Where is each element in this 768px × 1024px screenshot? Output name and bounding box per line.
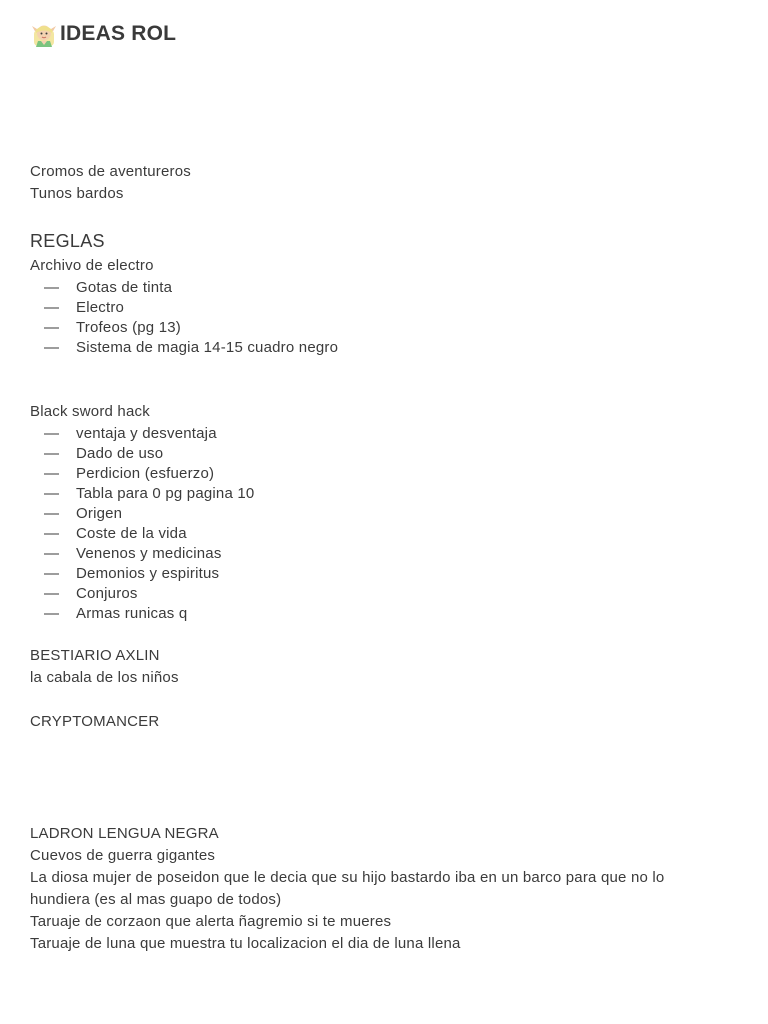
text-line: Cuevos de guerra gigantes bbox=[30, 847, 216, 864]
dash-bullet: — bbox=[44, 319, 60, 336]
text-paragraph: La diosa mujer de poseidon que le decia que su hijo bastardo iba en un barco para que no lo hundiera (es al mas guapo de todos) bbox=[30, 869, 665, 908]
archivo-list bbox=[44, 278, 338, 358]
black-sword-list bbox=[44, 424, 254, 624]
dash-bullet: — bbox=[44, 299, 60, 316]
dash-bullet: — bbox=[44, 605, 60, 622]
list-item: — Electro bbox=[44, 299, 125, 316]
list-item: — Demonios y espiritus bbox=[44, 565, 220, 582]
list-item: — Perdicion (esfuerzo) bbox=[44, 465, 215, 482]
section-heading-reglas: REGLAS bbox=[30, 231, 105, 251]
list-item: — Armas runicas q bbox=[44, 605, 188, 622]
dash-bullet: — bbox=[44, 425, 60, 442]
list-item: — Tabla para 0 pg pagina 10 bbox=[44, 485, 255, 502]
dash-bullet: — bbox=[44, 545, 60, 562]
note-title bbox=[30, 20, 176, 48]
dash-bullet: — bbox=[44, 445, 60, 462]
dash-bullet: — bbox=[44, 339, 60, 356]
text-line: Tunos bardos bbox=[30, 185, 124, 202]
list-item: — Gotas de tinta bbox=[44, 279, 173, 296]
text-line: Taruaje de corzaon que alerta ñagremio si te mueres bbox=[30, 913, 392, 930]
list-item: — Sistema de magia 14-15 cuadro negro bbox=[44, 339, 339, 356]
elf-emoji-icon bbox=[30, 20, 58, 48]
dash-bullet: — bbox=[44, 485, 60, 502]
text-line: CRYPTOMANCER bbox=[30, 713, 160, 730]
dash-bullet: — bbox=[44, 465, 60, 482]
note-title-text: IDEAS ROL bbox=[60, 22, 177, 45]
list-item: — Dado de uso bbox=[44, 445, 164, 462]
text-line: Archivo de electro bbox=[30, 257, 154, 274]
list-item: — Trofeos (pg 13) bbox=[44, 319, 181, 336]
text-line: BESTIARIO AXLIN bbox=[30, 647, 160, 664]
text-line: LADRON LENGUA NEGRA bbox=[30, 825, 219, 842]
dash-bullet: — bbox=[44, 525, 60, 542]
list-item: — Venenos y medicinas bbox=[44, 545, 222, 562]
dash-bullet: — bbox=[44, 505, 60, 522]
dash-bullet: — bbox=[44, 585, 60, 602]
text-line: Black sword hack bbox=[30, 403, 150, 420]
text-line: la cabala de los niños bbox=[30, 669, 179, 686]
text-line: Taruaje de luna que muestra tu localizacion el dia de luna llena bbox=[30, 935, 461, 952]
list-item: — ventaja y desventaja bbox=[44, 425, 217, 442]
dash-bullet: — bbox=[44, 565, 60, 582]
text-line: Cromos de aventureros bbox=[30, 163, 191, 180]
list-item: — Conjuros bbox=[44, 585, 138, 602]
list-item: — Coste de la vida bbox=[44, 525, 187, 542]
list-item: — Origen bbox=[44, 505, 123, 522]
dash-bullet: — bbox=[44, 279, 60, 296]
